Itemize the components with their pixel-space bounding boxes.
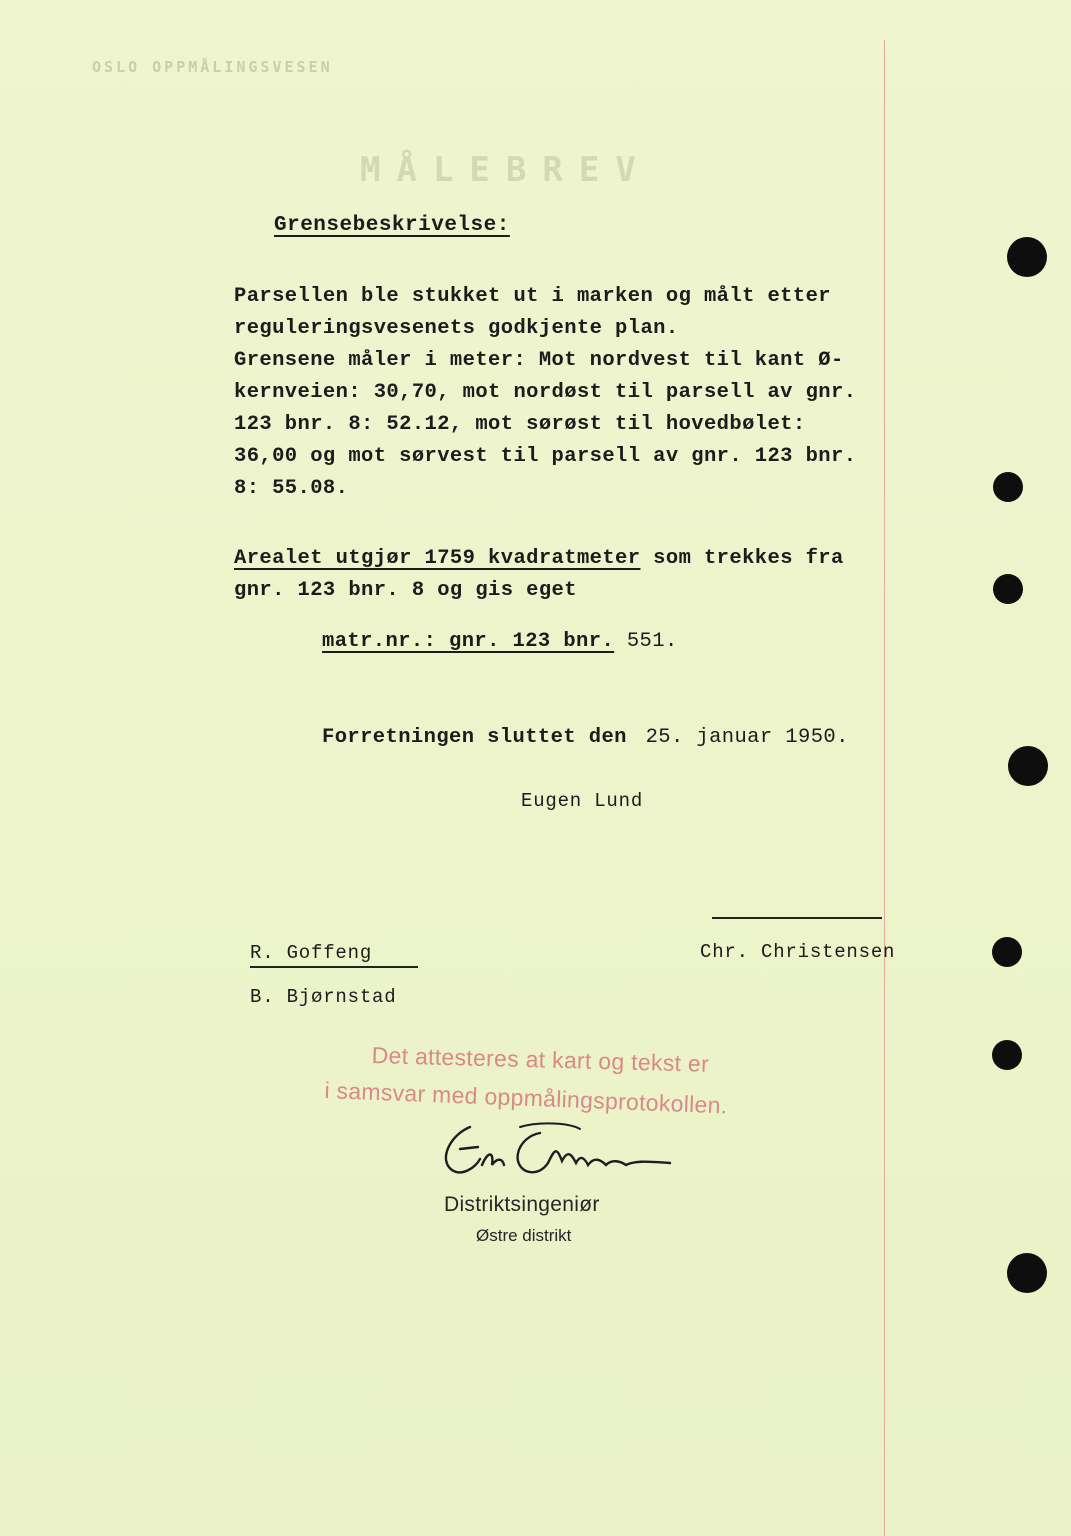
ghost-title: MÅLEBREV: [360, 150, 652, 190]
area-statement: [234, 543, 874, 607]
closing-date: 25. januar 1950.: [645, 726, 849, 749]
description-line: reguleringsvesenets godkjente plan.: [234, 317, 679, 340]
signature-rule: [712, 917, 882, 919]
signer-center: Eugen Lund: [521, 790, 644, 812]
handwritten-signature: [430, 1115, 680, 1185]
description-line: 36,00 og mot sørvest til parsell av gnr. 123 bnr.: [234, 445, 857, 468]
binder-hole: [1008, 746, 1048, 786]
binder-hole: [1007, 1253, 1047, 1293]
stamp-line-1: Det attesteres at kart og tekst er: [371, 1042, 710, 1077]
description-line: Parsellen ble stukket ut i marken og målt etter: [234, 285, 831, 308]
binder-hole: [1007, 237, 1047, 277]
area-underlined: Arealet utgjør 1759 kvadratmeter: [234, 547, 641, 570]
matr-label: matr.nr.: gnr. 123 bnr.: [322, 630, 615, 653]
signer-left-1: R. Goffeng: [250, 942, 373, 964]
closing-text: Forretningen sluttet den: [322, 726, 627, 749]
binder-hole: [993, 472, 1023, 502]
matr-line: [322, 626, 962, 658]
signature-rule: [250, 966, 418, 968]
binder-hole: [992, 1040, 1022, 1070]
signer-left-2: B. Bjørnstad: [250, 986, 397, 1008]
binder-hole: [992, 937, 1022, 967]
area-rest: som trekkes fra: [640, 547, 844, 570]
section-heading: Grensebeskrivelse:: [274, 214, 510, 237]
stamp-district: Østre distrikt: [476, 1226, 572, 1245]
red-margin-line: [884, 40, 885, 1536]
boundary-description: [234, 281, 874, 505]
closing-line: [322, 722, 962, 754]
area-line-2: gnr. 123 bnr. 8 og gis eget: [234, 579, 577, 602]
matr-number: 551.: [614, 630, 678, 653]
stamp-line-2: i samsvar med oppmålingsprotokollen.: [324, 1077, 728, 1119]
ghost-header: OSLO OPPMÅLINGSVESEN: [92, 58, 333, 76]
description-line: kernveien: 30,70, mot nordøst til parsell av gnr.: [234, 381, 857, 404]
signer-right: Chr. Christensen: [700, 941, 896, 963]
description-line: 8: 55.08.: [234, 477, 349, 500]
description-line: Grensene måler i meter: Mot nordvest til kant Ø-: [234, 349, 844, 372]
binder-hole: [993, 574, 1023, 604]
stamp-title: Distriktsingeniør: [444, 1193, 600, 1216]
description-line: 123 bnr. 8: 52.12, mot sørøst til hovedbølet:: [234, 413, 806, 436]
